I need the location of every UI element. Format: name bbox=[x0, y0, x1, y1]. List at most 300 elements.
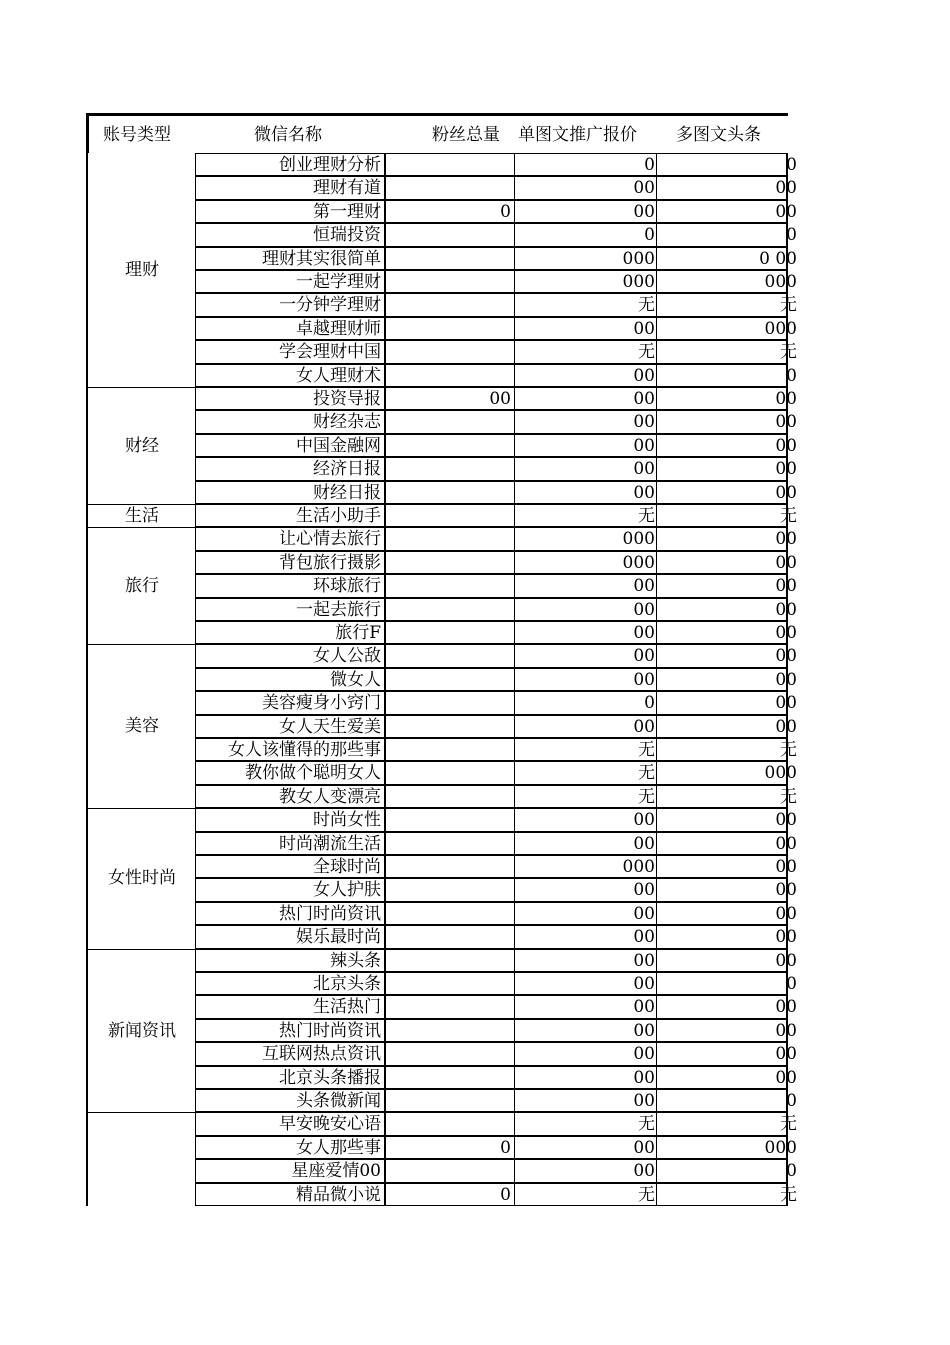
name-cell[interactable] bbox=[195, 1136, 386, 1159]
table-row bbox=[195, 1066, 797, 1089]
single-price-cell[interactable] bbox=[515, 832, 657, 855]
multi-price-cell[interactable] bbox=[657, 527, 797, 550]
single-price-value: 00 bbox=[633, 201, 655, 222]
account-name: 时尚女性 bbox=[313, 810, 381, 831]
account-name: 热门时尚资讯 bbox=[279, 903, 381, 924]
single-price-value: 00 bbox=[633, 599, 655, 620]
account-name: 财经杂志 bbox=[313, 412, 381, 433]
fans-cell[interactable] bbox=[386, 1159, 515, 1182]
account-name: 辣头条 bbox=[330, 950, 381, 971]
fans-cell[interactable] bbox=[386, 340, 515, 363]
multi-price-cell[interactable] bbox=[657, 621, 797, 644]
multi-price-value: 00 bbox=[775, 178, 797, 199]
fans-cell[interactable] bbox=[386, 387, 515, 410]
single-price-cell[interactable] bbox=[515, 738, 657, 761]
name-cell[interactable] bbox=[195, 551, 386, 574]
name-cell[interactable] bbox=[195, 972, 386, 995]
single-price-cell[interactable] bbox=[515, 434, 657, 457]
multi-price-cell[interactable] bbox=[657, 1042, 797, 1065]
name-cell[interactable] bbox=[195, 434, 386, 457]
table-row bbox=[195, 621, 797, 644]
single-price-cell[interactable] bbox=[515, 364, 657, 387]
fans-cell[interactable] bbox=[386, 1019, 515, 1042]
multi-price-cell[interactable] bbox=[657, 247, 797, 270]
fans-cell[interactable] bbox=[386, 247, 515, 270]
single-price-cell[interactable] bbox=[515, 410, 657, 433]
multi-price-value: 0 bbox=[786, 225, 797, 246]
name-cell[interactable] bbox=[195, 1112, 386, 1135]
account-name: 北京头条播报 bbox=[279, 1067, 381, 1088]
table-row bbox=[195, 223, 797, 246]
fans-cell[interactable] bbox=[386, 644, 515, 667]
table-row bbox=[195, 1019, 797, 1042]
name-cell[interactable] bbox=[195, 504, 386, 527]
name-cell[interactable] bbox=[195, 1066, 386, 1089]
multi-price-value: 0 bbox=[786, 365, 797, 386]
single-price-value: 00 bbox=[633, 997, 655, 1018]
multi-price-cell[interactable] bbox=[657, 364, 797, 387]
single-price-value: 00 bbox=[633, 1044, 655, 1065]
multi-price-cell[interactable] bbox=[657, 200, 797, 223]
multi-price-cell[interactable] bbox=[657, 995, 797, 1018]
table-row bbox=[195, 878, 797, 901]
multi-price-cell[interactable] bbox=[657, 410, 797, 433]
single-price-cell[interactable] bbox=[515, 855, 657, 878]
fans-cell[interactable] bbox=[386, 832, 515, 855]
multi-price-cell[interactable] bbox=[657, 691, 797, 714]
single-price-cell[interactable] bbox=[515, 668, 657, 691]
header-account-type: 账号类型 bbox=[103, 125, 171, 145]
name-cell[interactable] bbox=[195, 1019, 386, 1042]
single-price-cell[interactable] bbox=[515, 527, 657, 550]
account-name: 经济日报 bbox=[313, 459, 381, 480]
single-price-cell[interactable] bbox=[515, 995, 657, 1018]
multi-price-cell[interactable] bbox=[657, 832, 797, 855]
table-row bbox=[195, 481, 797, 504]
multi-price-value: 000 bbox=[764, 318, 797, 339]
account-name: 投资导报 bbox=[313, 389, 381, 409]
single-price-cell[interactable] bbox=[515, 176, 657, 199]
account-name: 女人理财术 bbox=[296, 365, 381, 386]
fans-cell[interactable] bbox=[386, 621, 515, 644]
multi-price-cell[interactable] bbox=[657, 1066, 797, 1089]
table-row bbox=[195, 902, 797, 925]
account-name: 生活小助手 bbox=[296, 506, 381, 526]
single-price-cell[interactable] bbox=[515, 902, 657, 925]
single-price-value: 000 bbox=[622, 248, 655, 269]
account-name: 生活热门 bbox=[313, 997, 381, 1018]
multi-price-cell[interactable] bbox=[657, 574, 797, 597]
multi-price-cell[interactable] bbox=[657, 270, 797, 293]
name-cell[interactable] bbox=[195, 1042, 386, 1065]
table-row bbox=[195, 457, 797, 480]
header-multi-headline: 多图文头条 bbox=[676, 125, 761, 145]
single-price-value: 00 bbox=[633, 1091, 655, 1111]
name-cell[interactable] bbox=[195, 457, 386, 480]
multi-price-cell[interactable] bbox=[657, 761, 797, 784]
name-cell[interactable] bbox=[195, 387, 386, 410]
multi-price-cell[interactable] bbox=[657, 223, 797, 246]
single-price-cell[interactable] bbox=[515, 1136, 657, 1159]
fans-cell[interactable] bbox=[386, 270, 515, 293]
single-price-value: 00 bbox=[633, 1161, 655, 1182]
fans-cell[interactable] bbox=[386, 410, 515, 433]
single-price-cell[interactable] bbox=[515, 270, 657, 293]
single-price-value: 无 bbox=[638, 763, 655, 784]
fans-cell[interactable] bbox=[386, 457, 515, 480]
fans-cell[interactable] bbox=[386, 808, 515, 831]
multi-price-cell[interactable] bbox=[657, 340, 797, 363]
multi-price-value: 000 bbox=[764, 272, 797, 292]
fans-cell[interactable] bbox=[386, 691, 515, 714]
single-price-cell[interactable] bbox=[515, 481, 657, 504]
single-price-cell[interactable] bbox=[515, 925, 657, 948]
account-name: 全球时尚 bbox=[313, 857, 381, 877]
table-row bbox=[195, 644, 797, 667]
fans-cell[interactable] bbox=[386, 527, 515, 550]
multi-price-cell[interactable] bbox=[657, 1089, 797, 1112]
fans-cell[interactable] bbox=[386, 1089, 515, 1112]
fans-cell[interactable] bbox=[386, 574, 515, 597]
name-cell[interactable] bbox=[195, 668, 386, 691]
name-cell[interactable] bbox=[195, 176, 386, 199]
single-price-cell[interactable] bbox=[515, 644, 657, 667]
multi-price-cell[interactable] bbox=[657, 972, 797, 995]
fans-cell[interactable] bbox=[386, 598, 515, 621]
name-cell[interactable] bbox=[195, 621, 386, 644]
name-cell[interactable] bbox=[195, 1183, 386, 1206]
multi-price-cell[interactable] bbox=[657, 785, 797, 808]
table-row bbox=[195, 1183, 797, 1206]
fans-cell[interactable] bbox=[386, 855, 515, 878]
multi-price-cell[interactable] bbox=[657, 808, 797, 831]
account-name: 旅行F bbox=[335, 623, 381, 643]
multi-price-cell[interactable] bbox=[657, 176, 797, 199]
name-cell[interactable] bbox=[195, 949, 386, 972]
fans-cell[interactable] bbox=[386, 153, 515, 176]
multi-price-value: 00 bbox=[775, 201, 797, 222]
single-price-cell[interactable] bbox=[515, 1066, 657, 1089]
single-price-cell[interactable] bbox=[515, 972, 657, 995]
multi-price-value: 00 bbox=[775, 482, 797, 503]
single-price-value: 00 bbox=[633, 576, 655, 597]
name-cell[interactable] bbox=[195, 1089, 386, 1112]
fans-cell[interactable] bbox=[386, 972, 515, 995]
account-name: 北京头条 bbox=[313, 974, 381, 994]
name-cell[interactable] bbox=[195, 317, 386, 340]
account-name: 学会理财中国 bbox=[279, 342, 381, 363]
table-row bbox=[195, 972, 797, 995]
table-row bbox=[195, 715, 797, 738]
name-cell[interactable] bbox=[195, 223, 386, 246]
multi-price-cell[interactable] bbox=[657, 925, 797, 948]
name-cell[interactable] bbox=[195, 364, 386, 387]
name-cell[interactable] bbox=[195, 715, 386, 738]
table-row bbox=[195, 1159, 797, 1182]
account-name: 互联网热点资讯 bbox=[262, 1044, 381, 1065]
fans-cell[interactable] bbox=[386, 1136, 515, 1159]
fans-cell[interactable] bbox=[386, 504, 515, 527]
single-price-value: 000 bbox=[622, 857, 655, 877]
fans-value: 0 bbox=[500, 1184, 511, 1205]
multi-price-cell[interactable] bbox=[657, 387, 797, 410]
single-price-cell[interactable] bbox=[515, 1089, 657, 1112]
single-price-cell[interactable] bbox=[515, 1019, 657, 1042]
fans-cell[interactable] bbox=[386, 1066, 515, 1089]
fans-cell[interactable] bbox=[386, 949, 515, 972]
table-row bbox=[195, 1089, 797, 1112]
multi-price-cell[interactable] bbox=[657, 855, 797, 878]
fans-cell[interactable] bbox=[386, 1183, 515, 1206]
single-price-cell[interactable] bbox=[515, 785, 657, 808]
account-name: 早安晚安心语 bbox=[279, 1114, 381, 1135]
single-price-cell[interactable] bbox=[515, 1112, 657, 1135]
multi-price-value: 0 bbox=[786, 974, 797, 994]
multi-price-cell[interactable] bbox=[657, 1159, 797, 1182]
single-price-value: 无 bbox=[638, 740, 655, 760]
fans-cell[interactable] bbox=[386, 738, 515, 761]
multi-price-cell[interactable] bbox=[657, 902, 797, 925]
name-cell[interactable] bbox=[195, 1159, 386, 1182]
single-price-cell[interactable] bbox=[515, 200, 657, 223]
fans-cell[interactable] bbox=[386, 902, 515, 925]
multi-price-cell[interactable] bbox=[657, 1112, 797, 1135]
header-wechat-name: 微信名称 bbox=[254, 125, 322, 145]
fans-cell[interactable] bbox=[386, 434, 515, 457]
single-price-cell[interactable] bbox=[515, 949, 657, 972]
single-price-cell[interactable] bbox=[515, 621, 657, 644]
account-name: 女人该懂得的那些事 bbox=[228, 740, 381, 760]
multi-price-cell[interactable] bbox=[657, 598, 797, 621]
single-price-cell[interactable] bbox=[515, 598, 657, 621]
account-name: 让心情去旅行 bbox=[279, 529, 381, 550]
multi-price-cell[interactable] bbox=[657, 1183, 797, 1206]
single-price-cell[interactable] bbox=[515, 457, 657, 480]
table-row bbox=[195, 925, 797, 948]
multi-price-cell[interactable] bbox=[657, 551, 797, 574]
table-row bbox=[195, 949, 797, 972]
category-label: 旅行 bbox=[125, 575, 159, 596]
name-cell[interactable] bbox=[195, 153, 386, 176]
single-price-cell[interactable] bbox=[515, 247, 657, 270]
fans-cell[interactable] bbox=[386, 293, 515, 316]
single-price-cell[interactable] bbox=[515, 387, 657, 410]
single-price-cell[interactable] bbox=[515, 153, 657, 176]
fans-cell[interactable] bbox=[386, 715, 515, 738]
multi-price-cell[interactable] bbox=[657, 1019, 797, 1042]
table-row bbox=[195, 434, 797, 457]
single-price-cell[interactable] bbox=[515, 1183, 657, 1206]
single-price-value: 00 bbox=[633, 1137, 655, 1158]
multi-price-value: 00 bbox=[775, 623, 797, 643]
multi-price-value: 0 bbox=[786, 155, 797, 175]
name-cell[interactable] bbox=[195, 574, 386, 597]
single-price-value: 无 bbox=[638, 786, 655, 807]
single-price-cell[interactable] bbox=[515, 761, 657, 784]
fans-cell[interactable] bbox=[386, 317, 515, 340]
table-row bbox=[195, 364, 797, 387]
multi-price-cell[interactable] bbox=[657, 668, 797, 691]
multi-price-value: 无 bbox=[780, 506, 797, 526]
multi-price-cell[interactable] bbox=[657, 1136, 797, 1159]
account-name: 财经日报 bbox=[313, 482, 381, 503]
single-price-value: 0 bbox=[644, 693, 655, 714]
single-price-cell[interactable] bbox=[515, 808, 657, 831]
single-price-value: 00 bbox=[633, 880, 655, 901]
name-cell[interactable] bbox=[195, 293, 386, 316]
multi-price-value: 无 bbox=[780, 342, 797, 363]
multi-price-cell[interactable] bbox=[657, 293, 797, 316]
table-row bbox=[195, 387, 797, 410]
name-cell[interactable] bbox=[195, 691, 386, 714]
multi-price-value: 00 bbox=[775, 997, 797, 1018]
single-price-cell[interactable] bbox=[515, 293, 657, 316]
single-price-value: 00 bbox=[633, 482, 655, 503]
single-price-cell[interactable] bbox=[515, 223, 657, 246]
single-price-cell[interactable] bbox=[515, 1042, 657, 1065]
name-cell[interactable] bbox=[195, 340, 386, 363]
name-cell[interactable] bbox=[195, 738, 386, 761]
name-cell[interactable] bbox=[195, 995, 386, 1018]
table-row bbox=[195, 995, 797, 1018]
single-price-cell[interactable] bbox=[515, 551, 657, 574]
multi-price-value: 00 bbox=[775, 576, 797, 597]
table-row bbox=[195, 855, 797, 878]
fans-cell[interactable] bbox=[386, 668, 515, 691]
single-price-cell[interactable] bbox=[515, 504, 657, 527]
account-name: 精品微小说 bbox=[296, 1184, 381, 1205]
multi-price-cell[interactable] bbox=[657, 644, 797, 667]
table-row bbox=[195, 200, 797, 223]
multi-price-cell[interactable] bbox=[657, 153, 797, 176]
multi-price-value: 00 bbox=[775, 716, 797, 737]
single-price-value: 00 bbox=[633, 810, 655, 831]
multi-price-value: 00 bbox=[775, 810, 797, 831]
single-price-value: 00 bbox=[633, 646, 655, 667]
name-cell[interactable] bbox=[195, 785, 386, 808]
name-cell[interactable] bbox=[195, 902, 386, 925]
single-price-cell[interactable] bbox=[515, 317, 657, 340]
fans-cell[interactable] bbox=[386, 995, 515, 1018]
multi-price-value: 0 bbox=[786, 1091, 797, 1111]
name-cell[interactable] bbox=[195, 527, 386, 550]
fans-cell[interactable] bbox=[386, 878, 515, 901]
account-name: 理财其实很简单 bbox=[262, 248, 381, 269]
single-price-cell[interactable] bbox=[515, 715, 657, 738]
multi-price-value: 000 bbox=[764, 1137, 797, 1158]
multi-price-cell[interactable] bbox=[657, 738, 797, 761]
single-price-value: 00 bbox=[633, 950, 655, 971]
account-name: 女人公敌 bbox=[313, 646, 381, 667]
account-name: 卓越理财师 bbox=[296, 318, 381, 339]
multi-price-value: 00 bbox=[775, 412, 797, 433]
name-cell[interactable] bbox=[195, 200, 386, 223]
fans-cell[interactable] bbox=[386, 1042, 515, 1065]
multi-price-cell[interactable] bbox=[657, 434, 797, 457]
single-price-value: 无 bbox=[638, 1184, 655, 1205]
account-name: 恒瑞投资 bbox=[313, 225, 381, 246]
multi-price-cell[interactable] bbox=[657, 715, 797, 738]
name-cell[interactable] bbox=[195, 808, 386, 831]
fans-cell[interactable] bbox=[386, 200, 515, 223]
multi-price-cell[interactable] bbox=[657, 878, 797, 901]
fans-cell[interactable] bbox=[386, 551, 515, 574]
multi-price-value: 无 bbox=[780, 740, 797, 760]
fans-cell[interactable] bbox=[386, 785, 515, 808]
name-cell[interactable] bbox=[195, 878, 386, 901]
single-price-value: 00 bbox=[633, 389, 655, 409]
fans-cell[interactable] bbox=[386, 223, 515, 246]
multi-price-value: 00 bbox=[775, 903, 797, 924]
name-cell[interactable] bbox=[195, 761, 386, 784]
multi-price-cell[interactable] bbox=[657, 481, 797, 504]
name-cell[interactable] bbox=[195, 855, 386, 878]
multi-price-value: 00 bbox=[775, 435, 797, 456]
single-price-cell[interactable] bbox=[515, 574, 657, 597]
multi-price-cell[interactable] bbox=[657, 457, 797, 480]
name-cell[interactable] bbox=[195, 925, 386, 948]
fans-cell[interactable] bbox=[386, 761, 515, 784]
name-cell[interactable] bbox=[195, 598, 386, 621]
account-name: 第一理财 bbox=[313, 201, 381, 222]
name-cell[interactable] bbox=[195, 270, 386, 293]
fans-cell[interactable] bbox=[386, 1112, 515, 1135]
table-row bbox=[195, 410, 797, 433]
multi-price-cell[interactable] bbox=[657, 504, 797, 527]
single-price-value: 00 bbox=[633, 927, 655, 948]
single-price-value: 00 bbox=[633, 365, 655, 386]
multi-price-value: 000 bbox=[764, 763, 797, 784]
multi-price-value: 00 bbox=[775, 693, 797, 714]
fans-cell[interactable] bbox=[386, 364, 515, 387]
single-price-cell[interactable] bbox=[515, 340, 657, 363]
name-cell[interactable] bbox=[195, 410, 386, 433]
single-price-value: 00 bbox=[633, 178, 655, 199]
account-name: 头条微新闻 bbox=[296, 1091, 381, 1111]
name-cell[interactable] bbox=[195, 247, 386, 270]
multi-price-value: 00 bbox=[775, 1067, 797, 1088]
name-cell[interactable] bbox=[195, 481, 386, 504]
multi-price-cell[interactable] bbox=[657, 317, 797, 340]
name-cell[interactable] bbox=[195, 832, 386, 855]
fans-cell[interactable] bbox=[386, 481, 515, 504]
single-price-value: 无 bbox=[638, 295, 655, 316]
multi-price-value: 00 bbox=[775, 669, 797, 690]
account-name: 星座爱情00 bbox=[291, 1161, 381, 1182]
table-row bbox=[195, 340, 797, 363]
name-cell[interactable] bbox=[195, 644, 386, 667]
multi-price-value: 00 bbox=[775, 599, 797, 620]
table-row bbox=[195, 598, 797, 621]
single-price-cell[interactable] bbox=[515, 1159, 657, 1182]
account-name: 热门时尚资讯 bbox=[279, 1020, 381, 1041]
table-row bbox=[195, 504, 797, 527]
multi-price-value: 00 bbox=[775, 950, 797, 971]
single-price-cell[interactable] bbox=[515, 691, 657, 714]
fans-cell[interactable] bbox=[386, 925, 515, 948]
multi-price-value: 00 bbox=[775, 927, 797, 948]
category-label: 理财 bbox=[125, 260, 159, 280]
category-cell[interactable] bbox=[86, 1112, 196, 1206]
fans-value: 0 bbox=[500, 1137, 511, 1158]
account-name: 时尚潮流生活 bbox=[279, 833, 381, 854]
fans-cell[interactable] bbox=[386, 176, 515, 199]
multi-price-value: 00 bbox=[775, 1020, 797, 1041]
account-name: 理财有道 bbox=[313, 178, 381, 199]
table-row bbox=[195, 1112, 797, 1135]
multi-price-cell[interactable] bbox=[657, 949, 797, 972]
single-price-cell[interactable] bbox=[515, 878, 657, 901]
